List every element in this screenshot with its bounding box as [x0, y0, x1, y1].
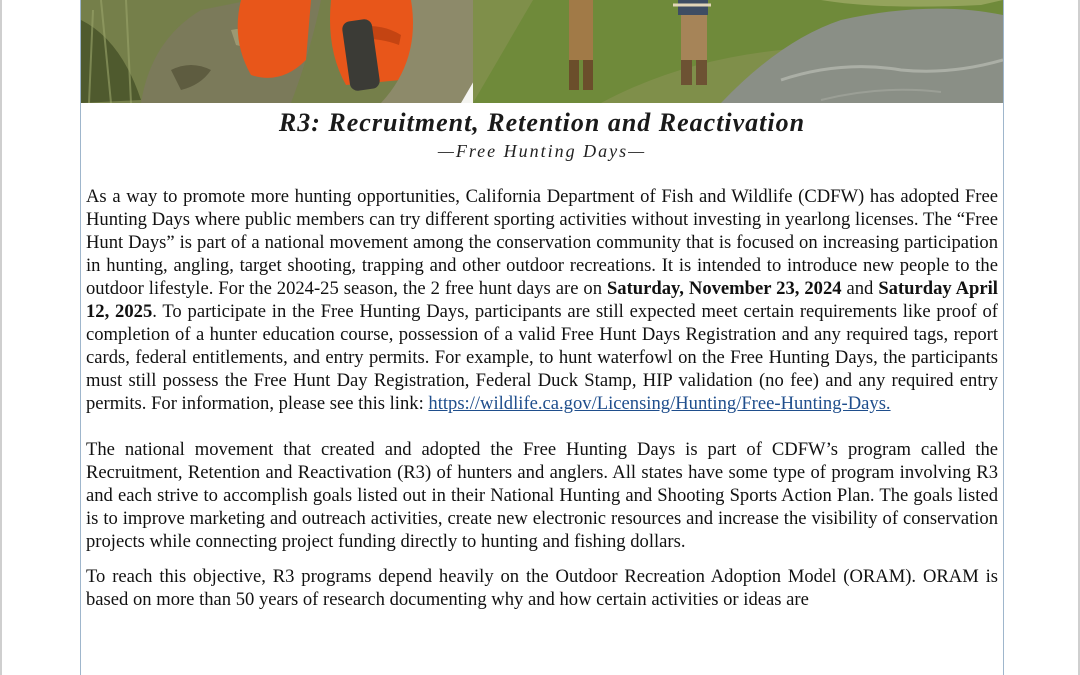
article-title: R3: Recruitment, Retention and Reactivation — [278, 108, 806, 137]
second-free-hunt-date: Saturday April 12, 2025 — [86, 278, 998, 322]
page-edge-left — [0, 0, 2, 675]
paragraph1-connector: and — [841, 278, 879, 299]
article-body — [86, 185, 998, 611]
paragraph-oram: To reach this objective, R3 programs depend heavily on the Outdoor Recreation Adoption Model (ORAM). ORAM is based on more than 50 years of research documenting why and how certain activities or ideas are — [86, 566, 998, 610]
free-hunting-days-link[interactable]: https://wildlife.ca.gov/Licensing/Hunting/Free-Hunting-Days. — [428, 393, 891, 414]
paragraph1-text-b: . To participate in the Free Hunting Days, participants are still expected meet certain requirements like proof of completion of a hunter education course, possession of a valid Free Hunt Days Registration and any required tags, report cards, federal entitlements, and entry permits. For example, to hunt waterfowl on the Free Hunting Days, the participants must still possess the Free Hunt Day Registration, Federal Duck Stamp, HIP validation (no fee) and any required entry permits. For information, please see this link: — [86, 301, 998, 414]
article-subtitle: —Free Hunting Days— — [437, 141, 647, 161]
paragraph1-text-a: As a way to promote more hunting opportunities, California Department of Fish and Wildlife (CDFW) has adopted Free Hunting Days where public members can try different sporting activities without investing in yearlong licenses. The “Free Hunt Days” is part of a national movement among the conservation community that is focused on increasing participation in hunting, angling, target shooting, trapping and other outdoor recreations. It is intended to introduce new people to the outdoor lifestyle. For the 2024-25 season, the 2 free hunt days are on — [86, 186, 998, 299]
first-free-hunt-date: Saturday, November 23, 2024 — [606, 278, 842, 299]
paragraph-free-hunting-days — [86, 185, 998, 415]
banner-photo-collage — [81, 0, 1003, 103]
paragraph-r3-program: The national movement that created and adopted the Free Hunting Days is part of CDFW’s program called the Recruitment, Retention and Reactivation (R3) of hunters and anglers. All states have some type of program involving R3 and each strive to accomplish goals listed out in their National Hunting and Shooting Sports Action Plan. The goals listed is to improve marketing and outreach activities, create new electronic resources and increase the visibility of conservation projects while connecting project funding directly to hunting and fishing dollars. — [86, 439, 998, 552]
